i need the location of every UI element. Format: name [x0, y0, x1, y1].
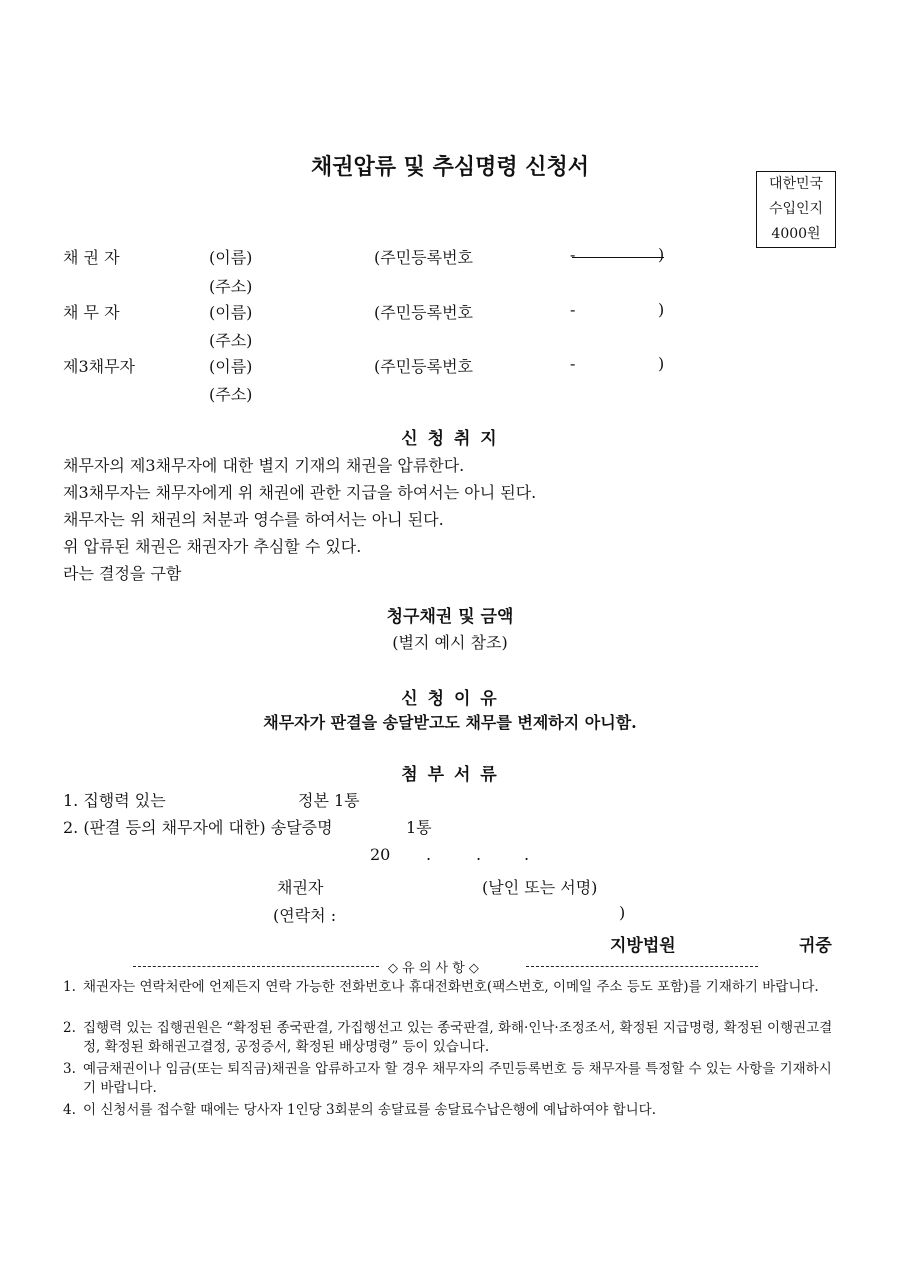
court-name: 지방법원: [610, 936, 676, 956]
notice-divider-right: [526, 966, 758, 967]
purpose-line: 채무자는 위 채권의 처분과 영수를 하여서는 아니 된다.: [63, 510, 444, 529]
party-id-close: ): [658, 245, 665, 264]
party-role: 제3채무자: [63, 357, 136, 376]
notice-num: 2.: [63, 1020, 76, 1036]
party-id-dash: -: [570, 245, 576, 264]
purpose-heading: 신 청 취 지: [401, 429, 499, 449]
stamp-line-3: 4000원: [771, 226, 821, 242]
party-id-dash: -: [570, 354, 576, 373]
date-sep: .: [524, 845, 530, 864]
notice-text: 채권자는 연락처란에 언제든지 연락 가능한 전화번호나 휴대전화번호(팩스번호, 이메일 주소 등도 포함)를 기재하기 바랍니다.: [83, 979, 819, 995]
party-role: 채 권 자: [63, 248, 120, 267]
notice-num: 3.: [63, 1061, 76, 1077]
party-id-dash: -: [570, 300, 576, 319]
purpose-line: 라는 결정을 구함: [63, 564, 182, 583]
stamp-line-1: 대한민국: [768, 176, 824, 192]
party-id-label[interactable]: (주민등록번호: [374, 248, 473, 267]
contact-close: ): [619, 903, 626, 922]
date-sep: .: [476, 845, 482, 864]
notice-num: 1.: [63, 979, 76, 995]
party-name-label[interactable]: (이름): [209, 248, 253, 267]
party-id-close: ): [658, 300, 665, 319]
court-honorific: 귀중: [799, 936, 832, 956]
party-name-label[interactable]: (이름): [209, 357, 253, 376]
date-sep: .: [426, 845, 432, 864]
reason-heading: 신 청 이 유: [401, 689, 499, 709]
purpose-line: 제3채무자는 채무자에게 위 채권에 관한 지급을 하여서는 아니 된다.: [63, 483, 537, 502]
creditor-signature-label: 채권자: [277, 878, 324, 897]
purpose-line: 채무자의 제3채무자에 대한 별지 기재의 채권을 압류한다.: [63, 456, 465, 475]
claim-heading: 청구채권 및 금액: [386, 607, 514, 627]
notice-divider-left: [133, 966, 379, 967]
notice-text: 예금채권이나 임금(또는 퇴직금)채권을 압류하고자 할 경우 채무자의 주민등록번호 등 채무자를 특정할 수 있는 사항을 기재하시기 바랍니다.: [83, 1061, 832, 1096]
party-id-close: ): [658, 354, 665, 373]
seal-or-signature[interactable]: (날인 또는 서명): [482, 878, 598, 897]
notice-num: 4.: [63, 1102, 76, 1118]
party-role: 채 무 자: [63, 303, 120, 322]
party-name-label[interactable]: (이름): [209, 303, 253, 322]
contact-label[interactable]: (연락처 :: [273, 906, 337, 925]
id-strike-line: [572, 257, 664, 258]
document-title: 채권압류 및 추심명령 신청서: [310, 155, 589, 180]
date-year[interactable]: 20: [370, 845, 391, 864]
party-address-label[interactable]: (주소): [209, 331, 253, 350]
reason-text: 채무자가 판결을 송달받고도 채무를 변제하지 아니함.: [263, 713, 637, 732]
attachment-item-label: 2. (판결 등의 채무자에 대한) 송달증명: [63, 818, 333, 837]
notice-text: 집행력 있는 집행권원은 “확정된 종국판결, 가집행선고 있는 종국판결, 화해·인낙·조정조서, 확정된 지급명령, 확정된 이행권고결정, 확정된 화해권고결정, 공정증서, 확정된 배상명령” 등이 있습니다.: [83, 1020, 833, 1055]
stamp-line-2: 수입인지: [768, 201, 824, 217]
attachment-item-value: 1통: [406, 818, 432, 837]
party-id-label[interactable]: (주민등록번호: [374, 303, 473, 322]
notice-text: 이 신청서를 접수할 때에는 당사자 1인당 3회분의 송달료를 송달료수납은행에 예납하여야 합니다.: [83, 1102, 656, 1118]
attachment-item-label: 1. 집행력 있는: [63, 791, 166, 810]
purpose-line: 위 압류된 채권은 채권자가 추심할 수 있다.: [63, 537, 362, 556]
attachments-heading: 첨 부 서 류: [401, 765, 499, 785]
attachment-item-value: 정본 1통: [298, 791, 360, 810]
claim-note: (별지 예시 참조): [392, 633, 508, 652]
party-address-label[interactable]: (주소): [209, 385, 253, 404]
revenue-stamp-box: [756, 171, 836, 248]
notice-heading: ◇ 유 의 사 항 ◇: [388, 961, 479, 976]
party-address-label[interactable]: (주소): [209, 277, 253, 296]
party-id-label[interactable]: (주민등록번호: [374, 357, 473, 376]
